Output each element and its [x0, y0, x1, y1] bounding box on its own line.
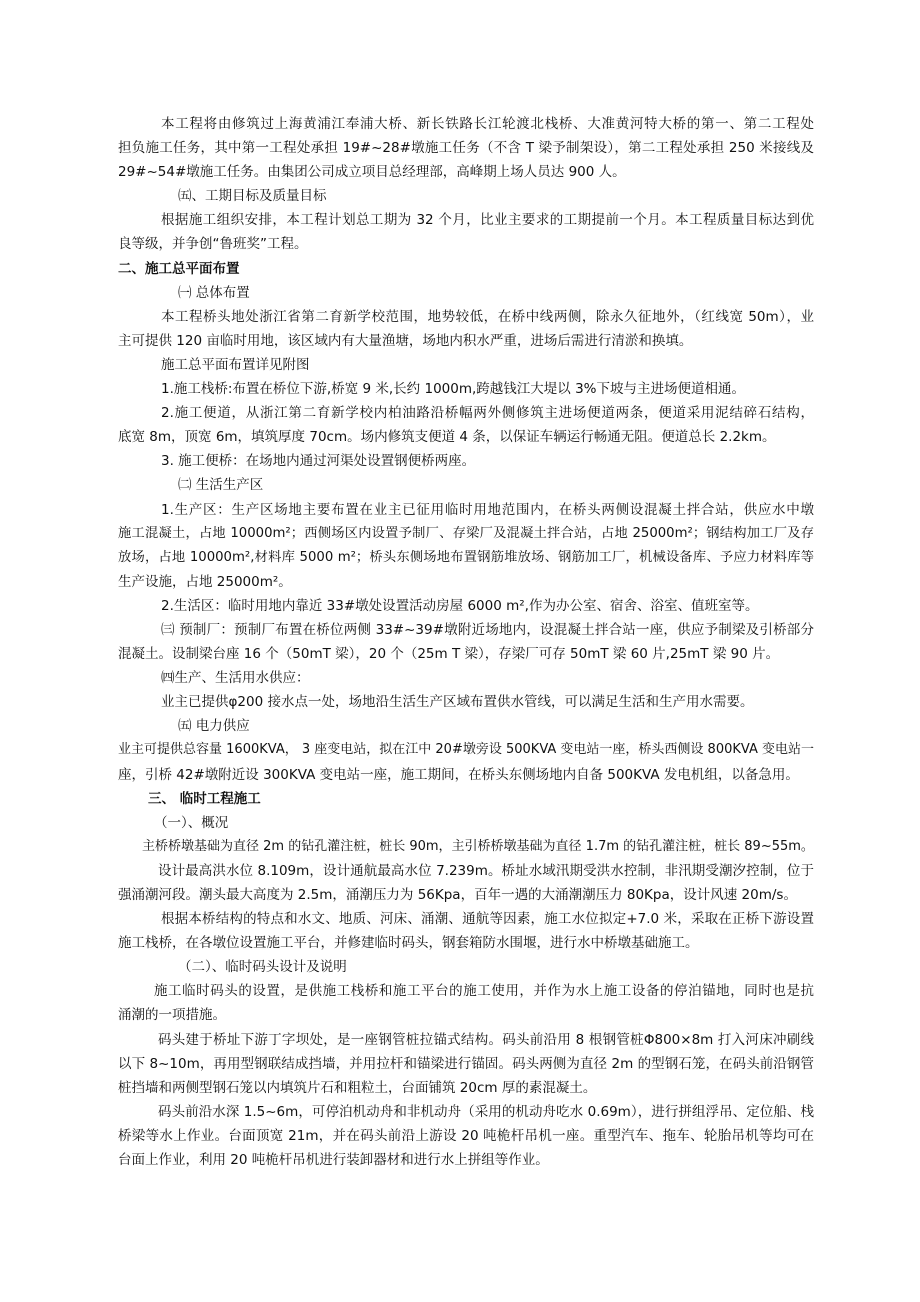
subsection-heading: ㈤ 电力供应: [178, 718, 250, 735]
paragraph-line: 担负施工任务，其中第一工程处承担 19#~28#墩施工任务（不含 T 梁予制架设），第二工程处承担 250 米接线及: [118, 140, 814, 157]
paragraph-line: ㈢ 预制厂：预制厂布置在桥位两侧 33#~39#墩附近场地内，设混凝土拌合站一座，供应予制梁及引桥部分: [161, 621, 814, 638]
paragraph-line: 底宽 8m，顶宽 6m，填筑厚度 70cm。场内修筑支便道 4 条，以保证车辆运行畅通无阻。便道总长 2.2km。: [118, 429, 776, 446]
paragraph-line: 良等级，并争创“鲁班奖”工程。: [118, 236, 308, 253]
paragraph-line: 本工程将由修筑过上海黄浦江奉浦大桥、新长铁路长江轮渡北栈桥、大准黄河特大桥的第一、第二工程处: [161, 116, 814, 132]
paragraph-line: 以下 8~10m，再用型钢联结成挡墙，并用拉杆和锚梁进行锚固。码头两侧为直径 2m 的型钢石笼，在码头前沿钢管: [118, 1055, 814, 1072]
paragraph-line: 设计最高洪水位 8.109m，设计通航最高水位 7.239m。桥址水域汛期受洪水控制，非汛期受潮汐控制，位于: [158, 862, 814, 879]
subsection-heading: （一）、概况: [154, 814, 229, 831]
paragraph-line: 强涌潮河段。潮头最大高度为 2.5m，涌潮压力为 56Kpa，百年一遇的大涌潮潮压力 80Kpa，设计风速 20m/s。: [118, 887, 797, 903]
paragraph-line: 码头建于桥址下游丁字坝处，是一座钢管桩拉锚式结构。码头前沿用 8 根钢管桩Φ800×8m 打入河床冲刷线: [158, 1031, 814, 1048]
paragraph-line: 混凝土。设制梁台座 16 个（50mT 梁），20 个（25m T 梁），存梁厂可存 50mT 梁 60 片,25mT 梁 90 片。: [118, 646, 780, 663]
paragraph-line: 涌潮的一项措施。: [118, 1007, 226, 1024]
paragraph-line: 放场，占地 10000m²,材料库 5000 m²；桥头东侧场地布置钢筋堆放场、钢筋加工厂，机械设备库、予应力材料库等: [118, 549, 814, 565]
paragraph-line: 业主已提供φ200 接水点一处，场地沿生活生产区域布置供水管线，可以满足生活和生产用水需要。: [161, 694, 754, 711]
paragraph-line: 生产设施，占地 25000m²。: [118, 573, 292, 590]
paragraph-line: 业主可提供总容量 1600KVA， 3 座变电站，拟在江中 20#墩旁设 500KVA 变电站一座，桥头西侧设 800KVA 变电站一: [118, 742, 814, 758]
subsection-heading: ㈠ 总体布置: [178, 284, 250, 301]
paragraph-line: 2.生活区：临时用地内靠近 33#墩处设置活动房屋 6000 m²,作为办公室、宿舍、浴室、值班室等。: [161, 597, 759, 614]
paragraph-line: 1.生产区：生产区场地主要布置在业主已征用临时用地范围内，在桥头两侧设混凝土拌合站，供应水中墩: [161, 501, 814, 518]
paragraph-line: 主桥桥墩基础为直径 2m 的钻孔灌注桩，桩长 90m，主引桥桥墩基础为直径 1.7m 的钻孔灌注桩，桩长 89~55m。: [142, 838, 814, 854]
paragraph-line: 码头前沿水深 1.5~6m，可停泊机动舟和非机动舟（采用的机动舟吃水 0.69m），进行拼组浮吊、定位船、栈: [158, 1103, 814, 1120]
subsection-heading: ㈣生产、生活用水供应：: [161, 670, 310, 687]
paragraph-line: 1.施工栈桥:布置在桥位下游,桥宽 9 米,长约 1000m,跨越钱江大堤以 3%下坡与主进场便道相通。: [161, 381, 745, 398]
document-page: [118, 112, 814, 1172]
paragraph-line: 座，引桥 42#墩附近设 300KVA 变电站一座，施工期间，在桥头东侧场地内自备 500KVA 发电机组，以备急用。: [118, 766, 799, 783]
paragraph-line: 29#~54#墩施工任务。由集团公司成立项目总经理部，高峰期上场人员达 900 人。: [118, 164, 626, 181]
subsection-heading: ㈤、工期目标及质量目标: [178, 188, 327, 205]
paragraph-line: 施工临时码头的设置，是供施工栈桥和施工平台的施工使用，并作为水上施工设备的停泊锚地，同时也是抗: [154, 983, 814, 1000]
paragraph-line: 桥梁等水上作业。台面顶宽 21m，并在码头前沿上游设 20 吨桅杆吊机一座。重型汽车、拖车、轮胎吊机等均可在: [118, 1127, 814, 1144]
section-heading: 二、施工总平面布置: [118, 260, 240, 277]
paragraph-line: 本工程桥头地处浙江省第二育新学校范围，地势较低，在桥中线两侧，除永久征地外，（红线宽 50m），业: [161, 308, 814, 325]
paragraph-line: 施工栈桥，在各墩位设置施工平台，并修建临时码头，钢套箱防水围堰，进行水中桥墩基础施工。: [118, 935, 699, 952]
paragraph-line: 2.施工便道，从浙江第二育新学校内柏油路沿桥幅两外侧修筑主进场便道两条，便道采用泥结碎石结构，: [161, 405, 814, 422]
paragraph-line: 桩挡墙和两侧型钢石笼以内填筑片石和粗粒土，台面铺筑 20cm 厚的素混凝土。: [118, 1079, 597, 1096]
paragraph-line: 施工总平面布置详见附图: [161, 356, 310, 373]
subsection-heading: ㈡ 生活生产区: [178, 477, 264, 494]
paragraph-line: 台面上作业，利用 20 吨桅杆吊机进行装卸器材和进行水上拼组等作业。: [118, 1152, 549, 1169]
paragraph-line: 施工混凝土，占地 10000m²；西侧场区内设置予制厂、存梁厂及混凝土拌合站，占地 25000m²；钢结构加工厂及存: [118, 525, 814, 541]
paragraph-line: 根据本桥结构的特点和水文、地质、河床、涌潮、通航等因素，施工水位拟定+7.0 米，采取在正桥下游设置: [161, 911, 814, 928]
section-heading: 三、 临时工程施工: [148, 790, 261, 807]
paragraph-line: 根据施工组织安排，本工程计划总工期为 32 个月，比业主要求的工期提前一个月。本工程质量目标达到优: [161, 212, 814, 229]
subsection-heading: （二）、临时码头设计及说明: [178, 959, 347, 976]
paragraph-line: 3. 施工便桥：在场地内通过河渠处设置钢便桥两座。: [161, 453, 476, 470]
paragraph-line: 主可提供 120 亩临时用地，该区域内有大量渔塘，场地内积水严重，进场后需进行清淤和换填。: [118, 332, 693, 349]
